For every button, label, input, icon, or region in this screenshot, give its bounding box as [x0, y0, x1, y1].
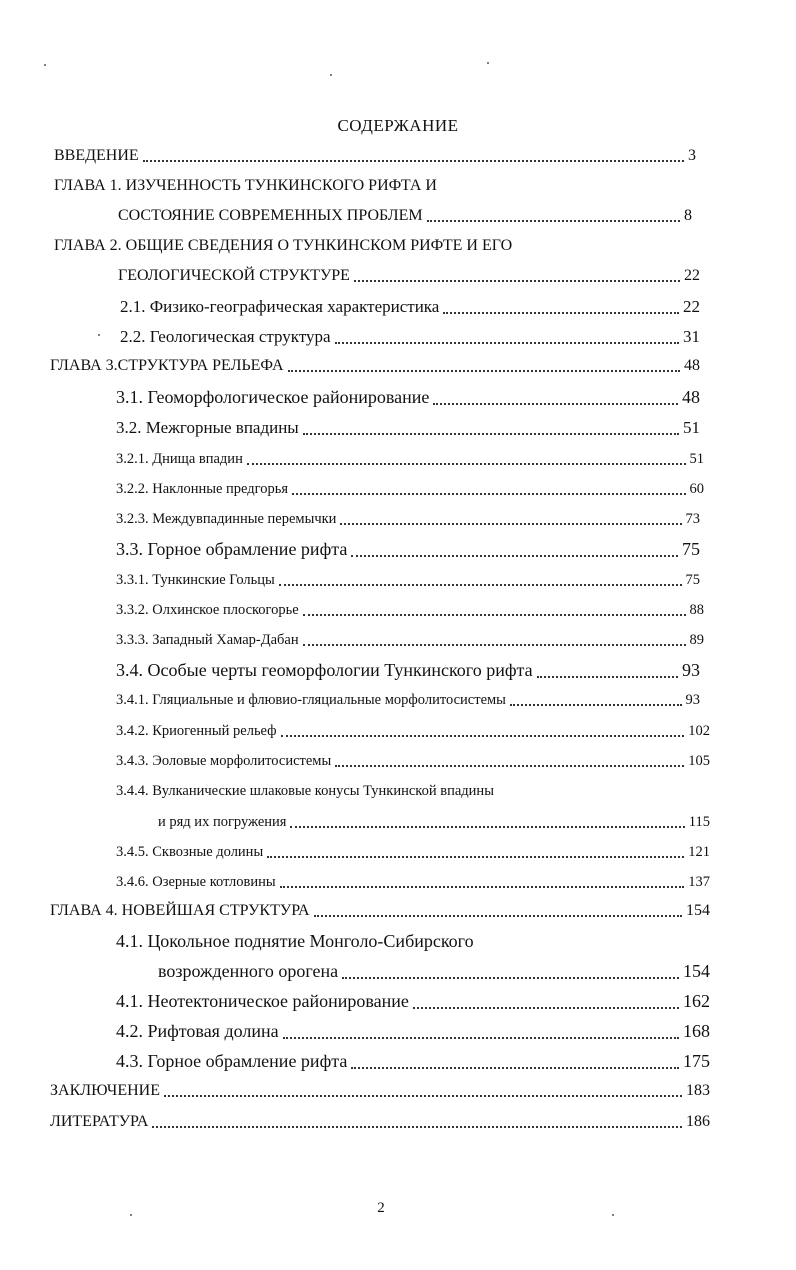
toc-entry-page: 102 — [688, 723, 710, 739]
toc-entry[interactable] — [118, 267, 700, 285]
toc-entry[interactable] — [116, 539, 700, 560]
toc-title: СОДЕРЖАНИЕ — [337, 116, 459, 135]
leader-dots — [354, 280, 680, 282]
leader-dots — [279, 584, 682, 586]
toc-entry-label: 3.4.6. Озерные котловины — [116, 874, 276, 890]
toc-entry-page: 183 — [686, 1082, 710, 1099]
toc-entry-label: возрожденного орогена — [158, 961, 339, 981]
toc-entry[interactable] — [158, 814, 710, 831]
leader-dots — [433, 403, 678, 405]
toc-entry-label: 4.2. Рифтовая долина — [116, 1021, 279, 1041]
toc-entry-page: 186 — [686, 1113, 710, 1130]
leader-dots — [143, 160, 684, 162]
toc-entry-page: 154 — [683, 961, 710, 981]
toc-entry-page: 162 — [683, 991, 710, 1011]
toc-entry[interactable] — [116, 723, 710, 740]
toc-entry[interactable] — [116, 931, 710, 952]
toc-entry-page: 175 — [683, 1051, 710, 1071]
toc-entry-page: 31 — [683, 327, 700, 346]
toc-entry[interactable] — [118, 207, 692, 225]
toc-entry-label: и ряд их погружения — [158, 814, 287, 830]
scan-speck — [487, 62, 489, 64]
leader-dots — [303, 433, 679, 435]
toc-entry-label: ЛИТЕРАТУРА — [50, 1113, 149, 1130]
toc-entry[interactable] — [116, 844, 710, 861]
toc-entry[interactable] — [116, 481, 704, 498]
leader-dots — [537, 676, 678, 678]
leader-dots — [510, 704, 682, 706]
toc-entry-page: 22 — [684, 267, 700, 284]
toc-entry-label: ЗАКЛЮЧЕНИЕ — [50, 1082, 160, 1099]
leader-dots — [281, 735, 685, 737]
leader-dots — [335, 342, 679, 344]
toc-entry-page: 73 — [685, 511, 700, 527]
toc-entry-page: 137 — [688, 874, 710, 890]
toc-entry[interactable] — [116, 1021, 710, 1042]
toc-entry[interactable] — [116, 692, 700, 709]
toc-entry[interactable] — [120, 327, 700, 347]
scan-speck — [330, 74, 332, 76]
leader-dots — [303, 614, 686, 616]
toc-entry-label: 3.4.5. Сквозные долины — [116, 844, 264, 860]
leader-dots — [164, 1095, 682, 1097]
toc-entry-label: 3.4.2. Криогенный рельеф — [116, 723, 277, 739]
toc-entry[interactable] — [116, 783, 710, 800]
toc-entry-label: 3.2.1. Днища впадин — [116, 451, 243, 467]
toc-entry-label: 4.3. Горное обрамление рифта — [116, 1051, 348, 1071]
toc-entry-label: 3.3.2. Олхинское плоскогорье — [116, 602, 299, 618]
leader-dots — [314, 915, 682, 917]
toc-entry[interactable] — [116, 387, 700, 408]
toc-entry[interactable] — [116, 451, 704, 468]
toc-entry-page: 115 — [688, 814, 710, 830]
leader-dots — [351, 1067, 679, 1069]
toc-entry-label: 3.4. Особые черты геоморфологии Тункинского рифта — [116, 660, 533, 680]
leader-dots — [290, 826, 684, 828]
leader-dots — [288, 370, 680, 372]
toc-entry[interactable] — [158, 961, 710, 982]
toc-entry-label: 3.3.3. Западный Хамар-Дабан — [116, 632, 299, 648]
toc-entry-page: 75 — [685, 572, 700, 588]
toc-entry[interactable] — [116, 602, 704, 619]
leader-dots — [443, 312, 679, 314]
toc-entry[interactable] — [50, 1113, 710, 1131]
leader-dots — [413, 1007, 679, 1009]
toc-entry-label: ВВЕДЕНИЕ — [54, 147, 139, 164]
scan-speck — [44, 64, 46, 66]
leader-dots — [303, 644, 686, 646]
toc-entry[interactable] — [116, 991, 710, 1012]
leader-dots — [280, 886, 685, 888]
toc-entry-page: 48 — [682, 387, 700, 407]
toc-entry-page: 75 — [682, 539, 700, 559]
toc-entry[interactable] — [116, 511, 700, 528]
toc-entry-label: 3.4.1. Гляциальные и флювио-гляциальные морфолитосистемы — [116, 692, 506, 708]
toc-entry-label: 3.4.3. Эоловые морфолитосистемы — [116, 753, 332, 769]
toc-entry-page: 154 — [686, 902, 710, 919]
toc-entry[interactable] — [50, 902, 710, 920]
toc-entry[interactable] — [120, 297, 700, 317]
toc-entry[interactable] — [50, 357, 700, 375]
toc-entry-label: СОСТОЯНИЕ СОВРЕМЕННЫХ ПРОБЛЕМ — [118, 207, 423, 224]
toc-entry-page: 8 — [684, 207, 692, 224]
toc-entry-label: 4.1. Цокольное поднятие Монголо-Сибирского — [116, 931, 474, 951]
toc-entry[interactable] — [54, 147, 696, 165]
toc-entry-label: 3.3. Горное обрамление рифта — [116, 539, 348, 559]
toc-entry[interactable] — [54, 237, 696, 255]
toc-entry-page: 22 — [683, 297, 700, 316]
toc-entry-label: ГЛАВА 1. ИЗУЧЕННОСТЬ ТУНКИНСКОГО РИФТА И — [54, 177, 437, 194]
scan-speck — [98, 334, 100, 336]
toc-entry-label: 3.2.2. Наклонные предгорья — [116, 481, 289, 497]
toc-entry[interactable] — [116, 418, 700, 438]
toc-entry[interactable] — [54, 177, 696, 195]
toc-entry-label: ГЛАВА 4. НОВЕЙШАЯ СТРУКТУРА — [50, 902, 310, 919]
toc-entry[interactable] — [50, 1082, 710, 1100]
toc-entry-page: 88 — [689, 602, 704, 618]
leader-dots — [335, 765, 684, 767]
leader-dots — [340, 523, 681, 525]
toc-entry-label: 3.2. Межгорные впадины — [116, 418, 299, 437]
leader-dots — [247, 463, 686, 465]
toc-entry-page: 93 — [685, 692, 700, 708]
toc-entry-label: 2.2. Геологическая структура — [120, 327, 331, 346]
leader-dots — [351, 555, 678, 557]
toc-entry-page: 93 — [682, 660, 700, 680]
leader-dots — [342, 977, 679, 979]
toc-entry-page: 105 — [688, 753, 710, 769]
scan-speck — [612, 1214, 614, 1216]
toc-entry-page: 51 — [689, 451, 704, 467]
toc-entry-page: 168 — [683, 1021, 710, 1041]
leader-dots — [267, 856, 684, 858]
page-number: 2 — [377, 1200, 385, 1216]
toc-entry-page: 51 — [683, 418, 700, 437]
toc-entry[interactable] — [116, 632, 704, 649]
toc-entry-label: 2.1. Физико-географическая характеристика — [120, 297, 440, 316]
toc-entry-page: 48 — [684, 357, 700, 374]
leader-dots — [292, 493, 685, 495]
toc-entry[interactable] — [116, 1051, 710, 1072]
leader-dots — [152, 1126, 682, 1128]
toc-entry-label: 3.4.4. Вулканические шлаковые конусы Тункинской впадины — [116, 783, 494, 799]
toc-entry[interactable] — [116, 572, 700, 589]
toc-entry[interactable] — [116, 753, 710, 770]
scan-speck — [130, 1214, 132, 1216]
toc-entry-label: ГЛАВА 3.СТРУКТУРА РЕЛЬЕФА — [50, 357, 284, 374]
toc-entry-page: 60 — [689, 481, 704, 497]
leader-dots — [427, 220, 680, 222]
toc-entry-label: 3.3.1. Тункинские Гольцы — [116, 572, 275, 588]
toc-entry-label: 4.1. Неотектоническое районирование — [116, 991, 409, 1011]
toc-entry-label: 3.2.3. Междувпадинные перемычки — [116, 511, 337, 527]
toc-entry[interactable] — [116, 874, 710, 891]
toc-entry-label: ГЕОЛОГИЧЕСКОЙ СТРУКТУРЕ — [118, 267, 350, 284]
toc-entry-page: 3 — [688, 147, 696, 164]
toc-entry-label: ГЛАВА 2. ОБЩИЕ СВЕДЕНИЯ О ТУНКИНСКОМ РИФТЕ И ЕГО — [54, 237, 513, 254]
toc-entry-page: 89 — [689, 632, 704, 648]
toc-entry[interactable] — [116, 660, 700, 681]
toc-entry-page: 121 — [688, 844, 710, 860]
toc-entry-label: 3.1. Геоморфологическое районирование — [116, 387, 430, 407]
leader-dots — [283, 1037, 679, 1039]
